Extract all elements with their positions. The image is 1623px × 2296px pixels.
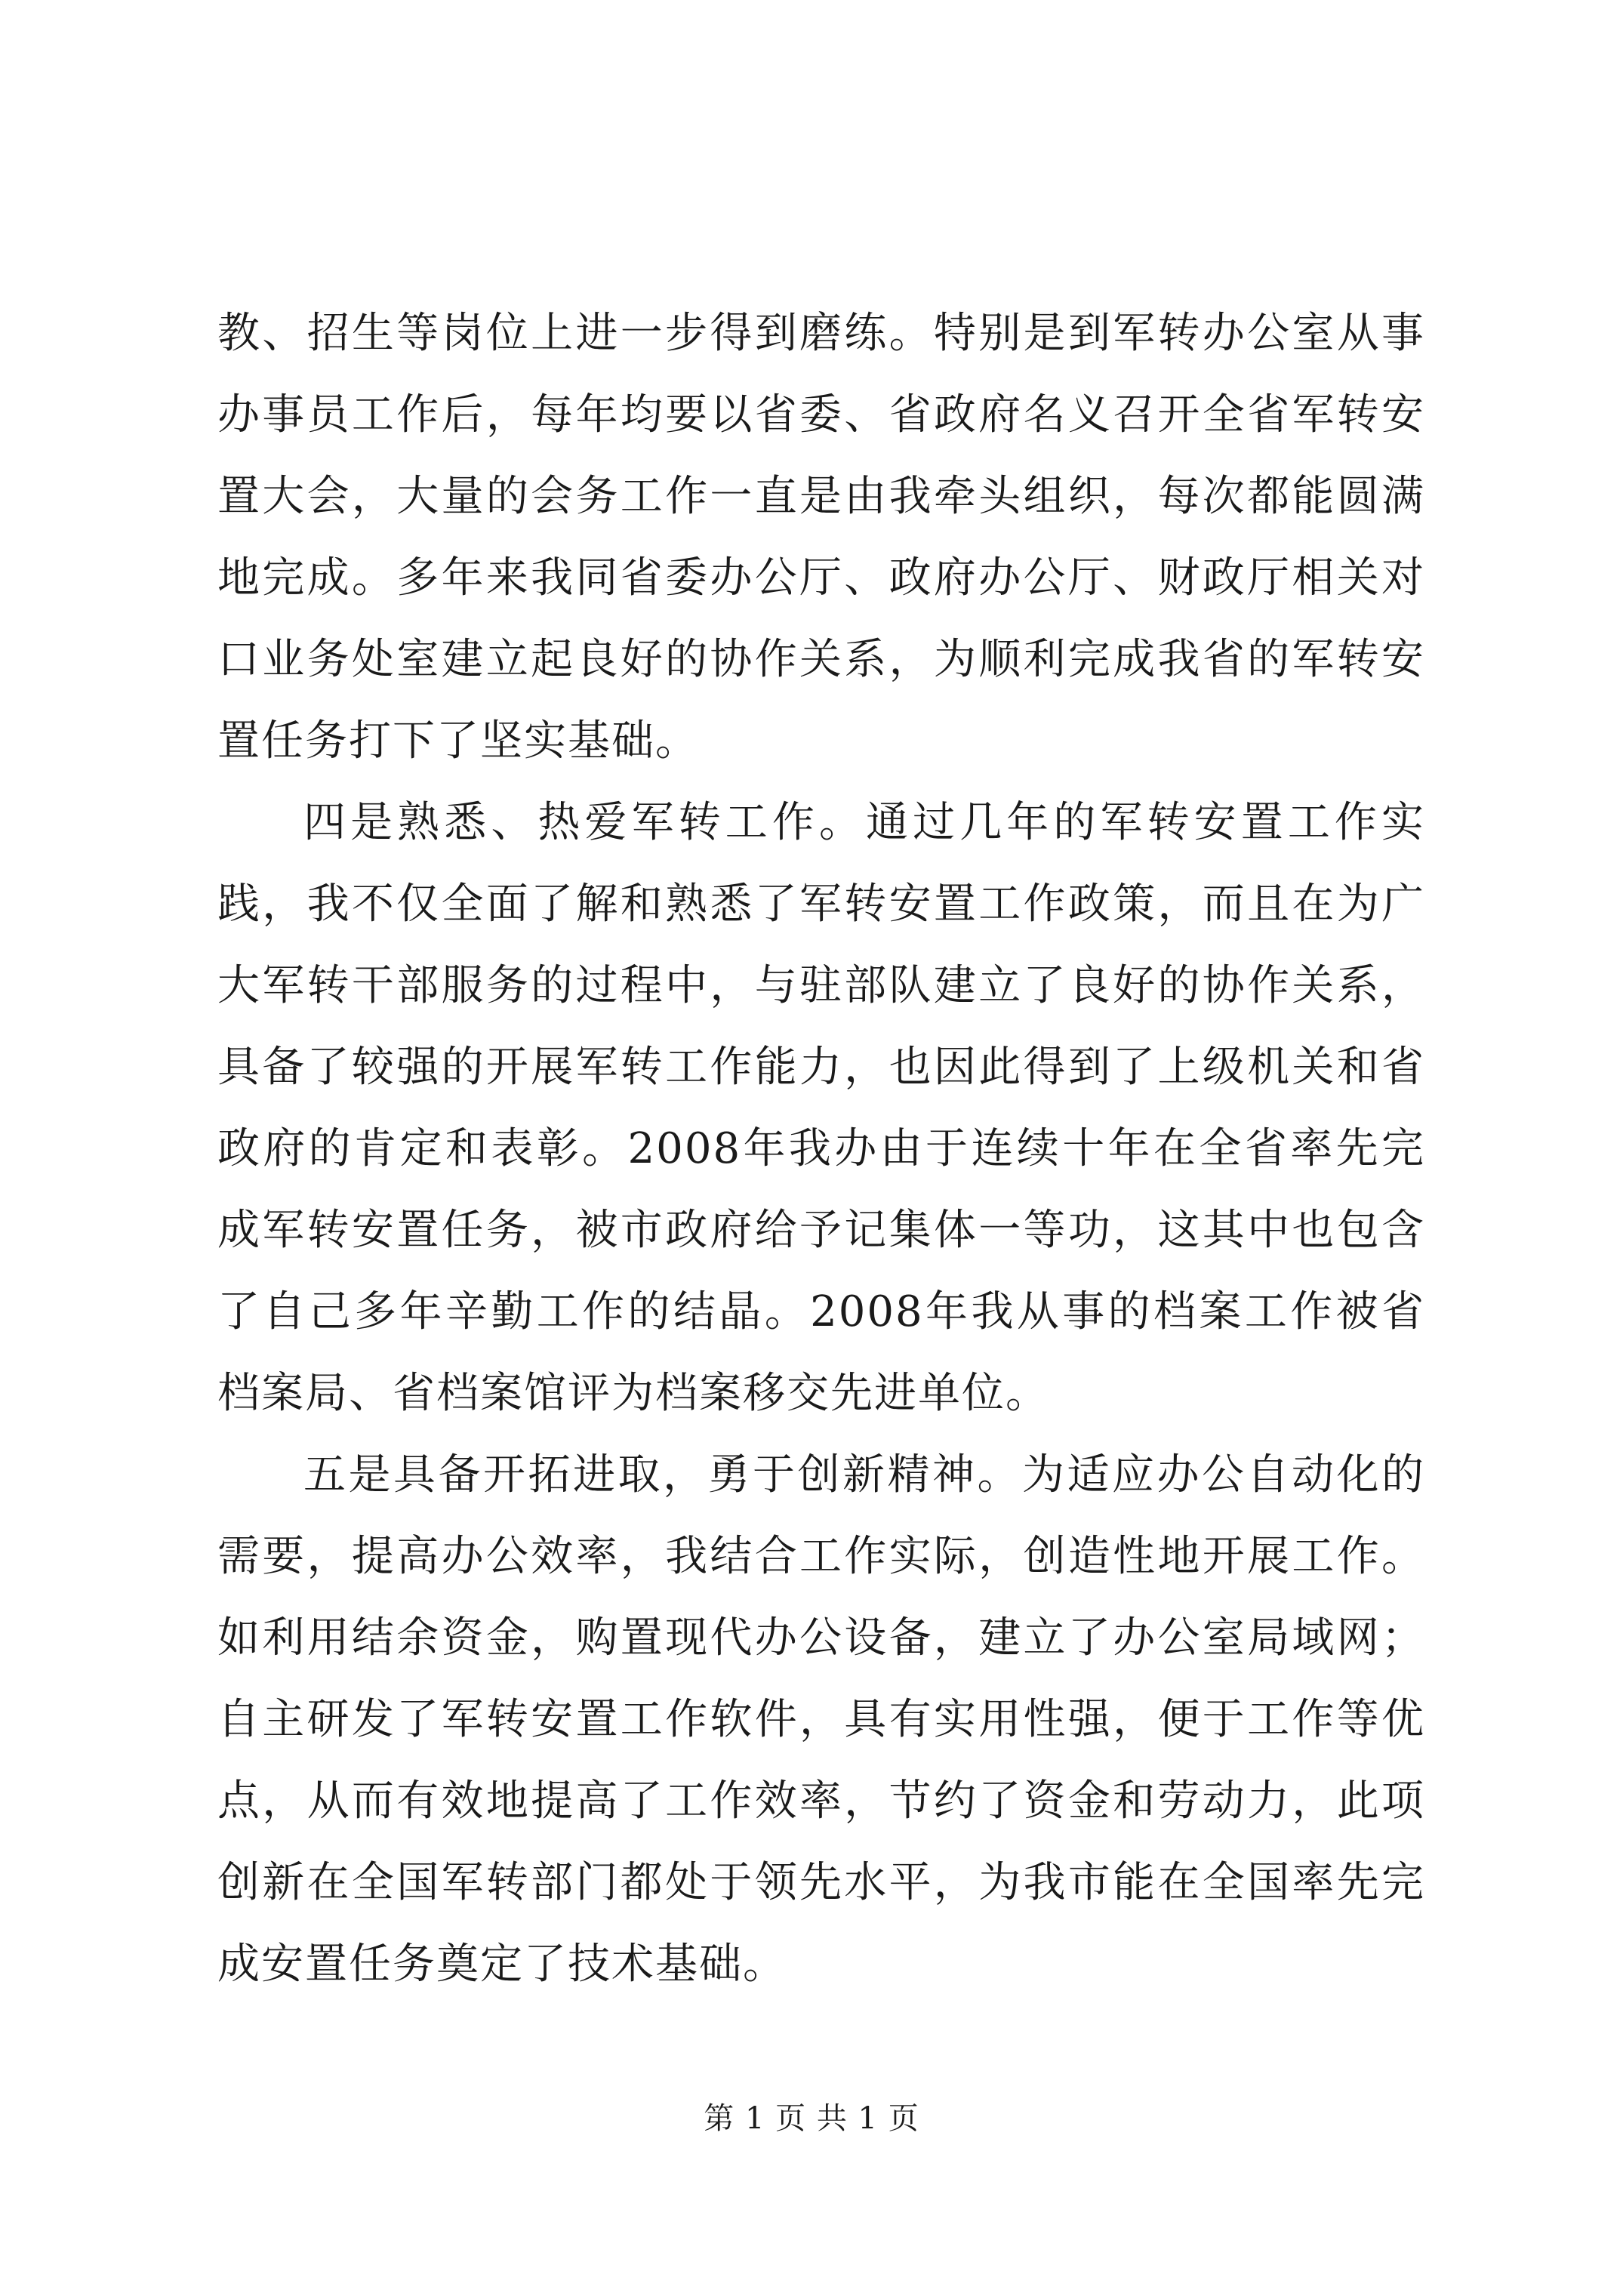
page-footer: 第 1 页 共 1 页 (704, 2101, 919, 2136)
paragraph-continuation: 教、招生等岗位上进一步得到磨练。特别是到军转办公室从事办事员工作后，每年均要以省委、省政府名义召开全省军转安置大会，大量的会务工作一直是由我牵头组织，每次都能圆满地完成。多年来我同省委办公厅、政府办公厅、财政厅相关对口业务处室建立起良好的协作关系，为顺利完成我省的军转安置任务打下了坚实基础。 (217, 309, 1425, 766)
document-body (217, 293, 1425, 2005)
paragraph-point-four: 四是熟悉、热爱军转工作。通过几年的军转安置工作实践，我不仅全面了解和熟悉了军转安置工作政策，而且在为广大军转干部服务的过程中，与驻部队建立了良好的协作关系，具备了较强的开展军转工作能力，也因此得到了上级机关和省政府的肯定和表彰。2008年我办由于连续十年在全省率先完成军转安置任务，被市政府给予记集体一等功，这其中也包含了自己多年辛勤工作的结晶。2008年我从事的档案工作被省档案局、省档案馆评为档案移交先进单位。 (217, 798, 1425, 1418)
paragraph-point-five: 五是具备开拓进取，勇于创新精神。为适应办公自动化的需要，提高办公效率，我结合工作实际，创造性地开展工作。如利用结余资金，购置现代办公设备，建立了办公室局域网；自主研发了军转安置工作软件，具有实用性强，便于工作等优点，从而有效地提高了工作效率，节约了资金和劳动力，此项创新在全国军转部门都处于领先水平，为我市能在全国率先完成安置任务奠定了技术基础。 (217, 1450, 1425, 1989)
